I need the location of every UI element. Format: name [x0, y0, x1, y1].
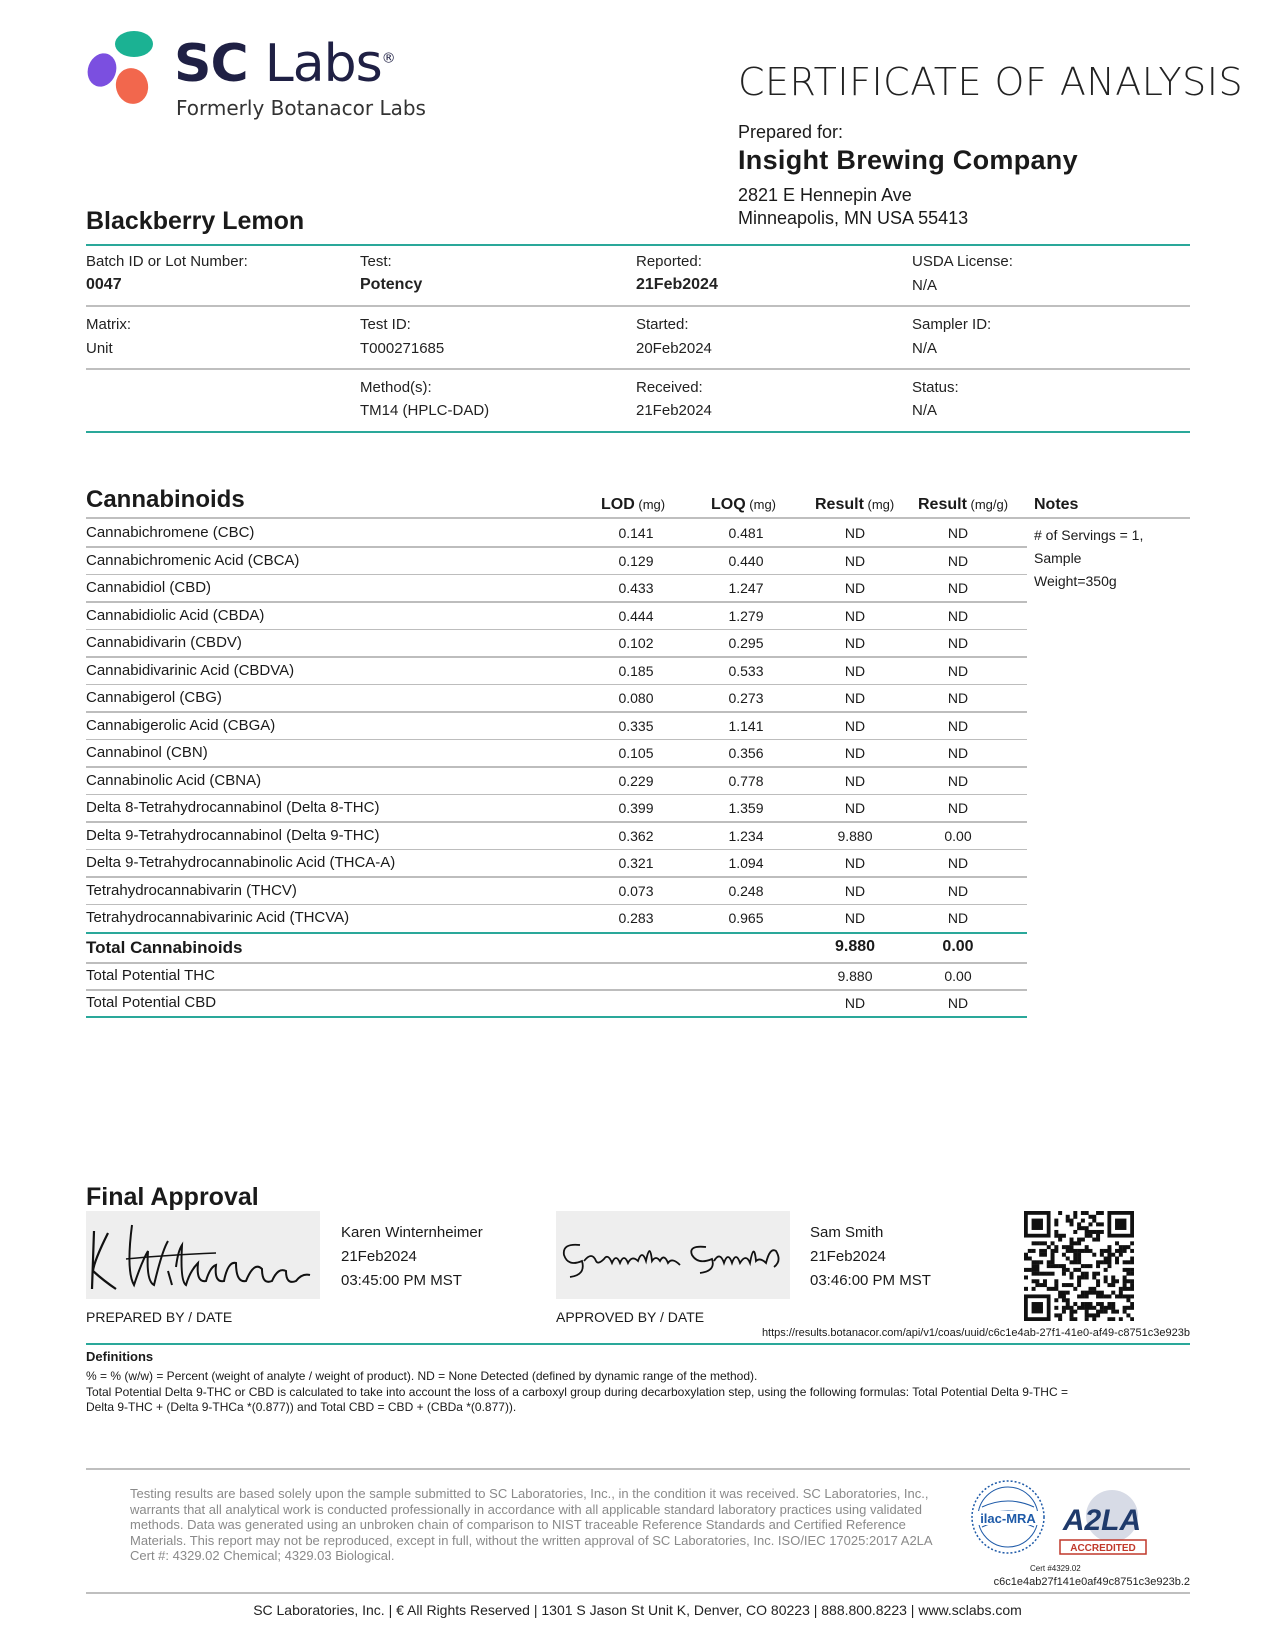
status-value: N/A	[912, 402, 938, 419]
started-value: 20Feb2024	[636, 340, 712, 357]
notes-text: # of Servings = 1, Sample Weight=350g	[1034, 527, 1144, 589]
result-mg-value: ND	[844, 882, 866, 899]
row-divider	[86, 546, 1027, 548]
lod-value: 0.321	[618, 855, 654, 871]
definitions-text	[86, 1369, 1096, 1416]
analyte-name: Delta 8-Tetrahydrocannabinol (Delta 8-THC)	[86, 799, 380, 816]
loq-value: 0.295	[728, 635, 764, 651]
loq-value: 0.481	[728, 525, 764, 541]
table-header-line	[86, 517, 1190, 519]
divider	[86, 1343, 1190, 1345]
result-mg-value: ND	[844, 552, 866, 569]
row-divider	[86, 684, 1027, 686]
result-mg-value: ND	[844, 910, 866, 926]
loq-value: 1.279	[728, 607, 764, 624]
logo-icon	[86, 30, 158, 108]
cert-number: Cert #4329.02	[1030, 1564, 1081, 1573]
preparer-time: 03:45:00 PM MST	[341, 1272, 462, 1289]
potential-result-mgg: ND	[947, 995, 969, 1011]
loq-value: 0.273	[728, 690, 764, 706]
analyte-name: Tetrahydrocannabivarinic Acid (THCVA)	[86, 909, 350, 926]
preparer-caption: PREPARED BY / DATE	[86, 1309, 233, 1325]
reported-label: Reported:	[636, 253, 702, 270]
col-header-result-mgg: Result (mg/g)	[918, 496, 1009, 513]
accredited-text: ACCREDITED	[1070, 1543, 1136, 1554]
table-end-divider	[86, 1016, 1027, 1018]
loq-value: 0.440	[728, 552, 764, 569]
qr-code-icon[interactable]	[1024, 1211, 1134, 1321]
lod-value: 0.105	[618, 745, 654, 761]
result-mgg-value: ND	[947, 800, 969, 816]
loq-value: 1.141	[728, 717, 764, 734]
status-label: Status:	[912, 379, 959, 396]
preparer-info	[341, 1221, 483, 1293]
loq-value: 1.094	[728, 855, 764, 871]
lod-value: 0.335	[618, 717, 654, 734]
result-mg-value: ND	[844, 607, 866, 624]
lod-value: 0.399	[618, 800, 654, 816]
row-divider	[86, 849, 1027, 851]
ilac-text: ilac-MRA	[980, 1511, 1036, 1526]
divider	[86, 1592, 1190, 1594]
analyte-name: Delta 9-Tetrahydrocannabinol (Delta 9-THC)	[86, 826, 380, 844]
result-mgg-value: ND	[947, 772, 969, 789]
result-mgg-value: ND	[947, 552, 969, 569]
result-mgg-value: ND	[947, 690, 969, 706]
preparer-name: Karen Winternheimer	[341, 1224, 483, 1241]
batch-value: 0047	[86, 276, 122, 293]
col-header-result-mg: Result (mg)	[815, 496, 895, 513]
preparer-signature	[86, 1211, 320, 1299]
signature-image	[86, 1211, 320, 1299]
started-label: Started:	[636, 316, 689, 333]
batch-label: Batch ID or Lot Number:	[86, 253, 248, 270]
analyte-name: Cannabidivarinic Acid (CBDVA)	[86, 661, 295, 679]
test-id-value: T000271685	[360, 340, 445, 357]
lod-value: 0.362	[618, 827, 654, 844]
product-name: Blackberry Lemon	[86, 207, 305, 235]
analyte-name: Cannabinol (CBN)	[86, 744, 208, 761]
approver-date: 21Feb2024	[810, 1248, 886, 1265]
analyte-name: Cannabichromene (CBC)	[86, 524, 255, 541]
row-divider	[86, 821, 1027, 823]
lod-value: 0.444	[618, 607, 654, 624]
total-divider	[86, 932, 1027, 934]
loq-value: 0.965	[728, 910, 764, 926]
result-mgg-value: 0.00	[944, 827, 972, 844]
lod-value: 0.080	[618, 690, 654, 706]
analyte-name: Cannabinolic Acid (CBNA)	[86, 771, 262, 789]
analyte-name: Cannabidiolic Acid (CBDA)	[86, 606, 265, 624]
approver-info	[810, 1221, 931, 1293]
row-divider	[86, 739, 1027, 741]
footer-text: SC Laboratories, Inc. | € All Rights Reserved | 1301 S Jason St Unit K, Denver, CO 80223 | 888.800.8223 | www.sclabs.com	[253, 1602, 1022, 1618]
result-mg-value: ND	[844, 717, 866, 734]
report-url[interactable]: https://results.botanacor.com/api/v1/coas/uuid/c6c1e4ab-27f1-41e0-af49-c8751c3e923b	[761, 1327, 1190, 1339]
result-mg-value: ND	[844, 772, 866, 789]
loq-value: 0.533	[728, 662, 764, 679]
potential-result-mgg: 0.00	[944, 968, 972, 984]
approver-time: 03:46:00 PM MST	[810, 1272, 931, 1289]
document-title: CERTIFICATE OF ANALYSIS	[738, 60, 1244, 104]
result-mg-value: ND	[844, 855, 866, 871]
sampler-label: Sampler ID:	[912, 316, 992, 333]
row-divider	[86, 601, 1027, 603]
analyte-name: Cannabichromenic Acid (CBCA)	[86, 551, 300, 569]
result-mg-value: ND	[844, 745, 866, 761]
reported-value: 21Feb2024	[636, 276, 718, 293]
result-mgg-value: ND	[947, 607, 969, 624]
analyte-name: Cannabidiol (CBD)	[86, 579, 212, 596]
result-mgg-value: ND	[947, 910, 969, 926]
result-mgg-value: ND	[947, 635, 969, 651]
result-mgg-value: ND	[947, 580, 969, 596]
row-divider	[86, 904, 1027, 906]
result-mg-value: 9.880	[837, 827, 873, 844]
row-divider	[86, 794, 1027, 796]
result-mg-value: ND	[844, 800, 866, 816]
analyte-name: Cannabigerol (CBG)	[86, 689, 222, 706]
loq-value: 0.356	[728, 745, 764, 761]
matrix-value: Unit	[86, 340, 113, 357]
row-divider	[86, 711, 1027, 713]
client-address-line2: Minneapolis, MN USA 55413	[738, 208, 969, 228]
document-hash: c6c1e4ab27f141e0af49c8751c3e923b.2	[993, 1576, 1190, 1588]
preparer-date: 21Feb2024	[341, 1248, 417, 1265]
divider	[86, 368, 1190, 370]
result-mgg-value: ND	[947, 855, 969, 871]
potential-name: Total Potential THC	[86, 967, 215, 984]
row-divider	[86, 962, 1027, 964]
test-label: Test:	[360, 253, 392, 270]
lod-value: 0.283	[618, 910, 654, 926]
loq-value: 0.778	[728, 772, 764, 789]
total-name: Total Cannabinoids	[86, 938, 243, 957]
definitions-line: Total Potential Delta 9-THC or CBD is calculated to take into account the loss of a carboxyl group during decarboxylation step, using the following formulas: Total Potential Delta 9-THC = Delta 9-THC + (Delta 9-THCa *(0.877)) and Total CBD = CBD + (CBDa *(0.877)).	[86, 1384, 1068, 1414]
result-mgg-value: ND	[947, 662, 969, 679]
definitions-title: Definitions	[86, 1349, 154, 1364]
lod-value: 0.185	[618, 662, 654, 679]
row-divider	[86, 766, 1027, 768]
a2la-text: A2LA	[1062, 1504, 1142, 1537]
result-mg-value: ND	[844, 690, 866, 706]
disclaimer-text: Testing results are based solely upon the sample submitted to SC Laboratories, Inc., in the condition it was received. SC Laboratories, Inc., warrants that all analytical work is conducted professionally in accordance with all applicable standard laboratory practices using validated methods. Data was generated using an unbroken chain of comparison to NIST traceable Reference Standards and Certified Reference Materials. This report may not be reproduced, except in full, without the written approval of SC Laboratories, Inc. ISO/IEC 17025:2017 A2LA Cert #: 4329.02 Chemical; 4329.03 Biological.	[130, 1486, 932, 1564]
client-name: Insight Brewing Company	[738, 145, 1078, 175]
result-mgg-value: ND	[947, 745, 969, 761]
result-mgg-value: ND	[947, 525, 969, 541]
definitions-line: % = % (w/w) = Percent (weight of analyte / weight of product). ND = None Detected (defined by dynamic range of the method).	[86, 1369, 758, 1383]
total-result-mgg: 0.00	[942, 938, 974, 955]
divider	[86, 244, 1190, 246]
approver-name: Sam Smith	[810, 1224, 884, 1241]
lod-value: 0.102	[618, 635, 654, 651]
col-header-notes: Notes	[1034, 496, 1079, 513]
a2la-logo-icon	[1058, 1486, 1148, 1558]
test-id-label: Test ID:	[360, 316, 411, 333]
approver-caption: APPROVED BY / DATE	[556, 1309, 705, 1325]
brand-name: SC Labs®	[174, 34, 395, 94]
usda-label: USDA License:	[912, 253, 1013, 270]
prepared-for-label: Prepared for:	[738, 122, 844, 142]
lod-value: 0.073	[618, 882, 654, 899]
ilac-mra-logo-icon	[968, 1477, 1048, 1557]
client-address-line1: 2821 E Hennepin Ave	[738, 185, 912, 205]
lod-value: 0.229	[618, 772, 654, 789]
loq-value: 1.247	[728, 580, 764, 596]
analyte-name: Cannabidivarin (CBDV)	[86, 634, 242, 651]
divider	[86, 305, 1190, 307]
usda-value: N/A	[912, 277, 938, 294]
result-mg-value: ND	[844, 525, 866, 541]
lod-value: 0.141	[618, 525, 654, 541]
test-value: Potency	[360, 276, 423, 293]
loq-value: 0.248	[728, 882, 764, 899]
col-header-lod: LOD (mg)	[601, 496, 666, 513]
row-divider	[86, 656, 1027, 658]
potential-name: Total Potential CBD	[86, 994, 217, 1011]
row-divider	[86, 876, 1027, 878]
analyte-name: Tetrahydrocannabivarin (THCV)	[86, 881, 297, 899]
total-result-mg: 9.880	[834, 938, 876, 955]
analyte-name: Cannabigerolic Acid (CBGA)	[86, 716, 276, 734]
result-mgg-value: ND	[947, 882, 969, 899]
received-label: Received:	[636, 379, 703, 396]
approver-signature	[556, 1211, 790, 1299]
matrix-label: Matrix:	[86, 316, 131, 333]
lod-value: 0.129	[618, 552, 654, 569]
analyte-name: Delta 9-Tetrahydrocannabinolic Acid (THCA-A)	[86, 854, 396, 871]
col-header-loq: LOQ (mg)	[711, 496, 777, 513]
approval-title: Final Approval	[86, 1183, 259, 1211]
result-mg-value: ND	[844, 662, 866, 679]
row-divider	[86, 989, 1027, 991]
result-mgg-value: ND	[947, 717, 969, 734]
row-divider	[86, 629, 1027, 631]
result-mg-value: ND	[844, 580, 866, 596]
divider	[86, 1468, 1190, 1470]
table-title: Cannabinoids	[86, 486, 245, 513]
sampler-value: N/A	[912, 340, 938, 357]
methods-value: TM14 (HPLC-DAD)	[360, 402, 490, 419]
signature-image	[556, 1211, 790, 1299]
potential-result-mg: ND	[844, 995, 866, 1011]
row-divider	[86, 574, 1027, 576]
brand-subtitle: Formerly Botanacor Labs	[176, 96, 426, 120]
loq-value: 1.359	[728, 800, 764, 816]
potential-result-mg: 9.880	[837, 968, 873, 984]
lod-value: 0.433	[618, 580, 654, 596]
divider	[86, 431, 1190, 433]
result-mg-value: ND	[844, 635, 866, 651]
methods-label: Method(s):	[360, 379, 432, 396]
received-value: 21Feb2024	[636, 402, 712, 419]
loq-value: 1.234	[728, 827, 764, 844]
